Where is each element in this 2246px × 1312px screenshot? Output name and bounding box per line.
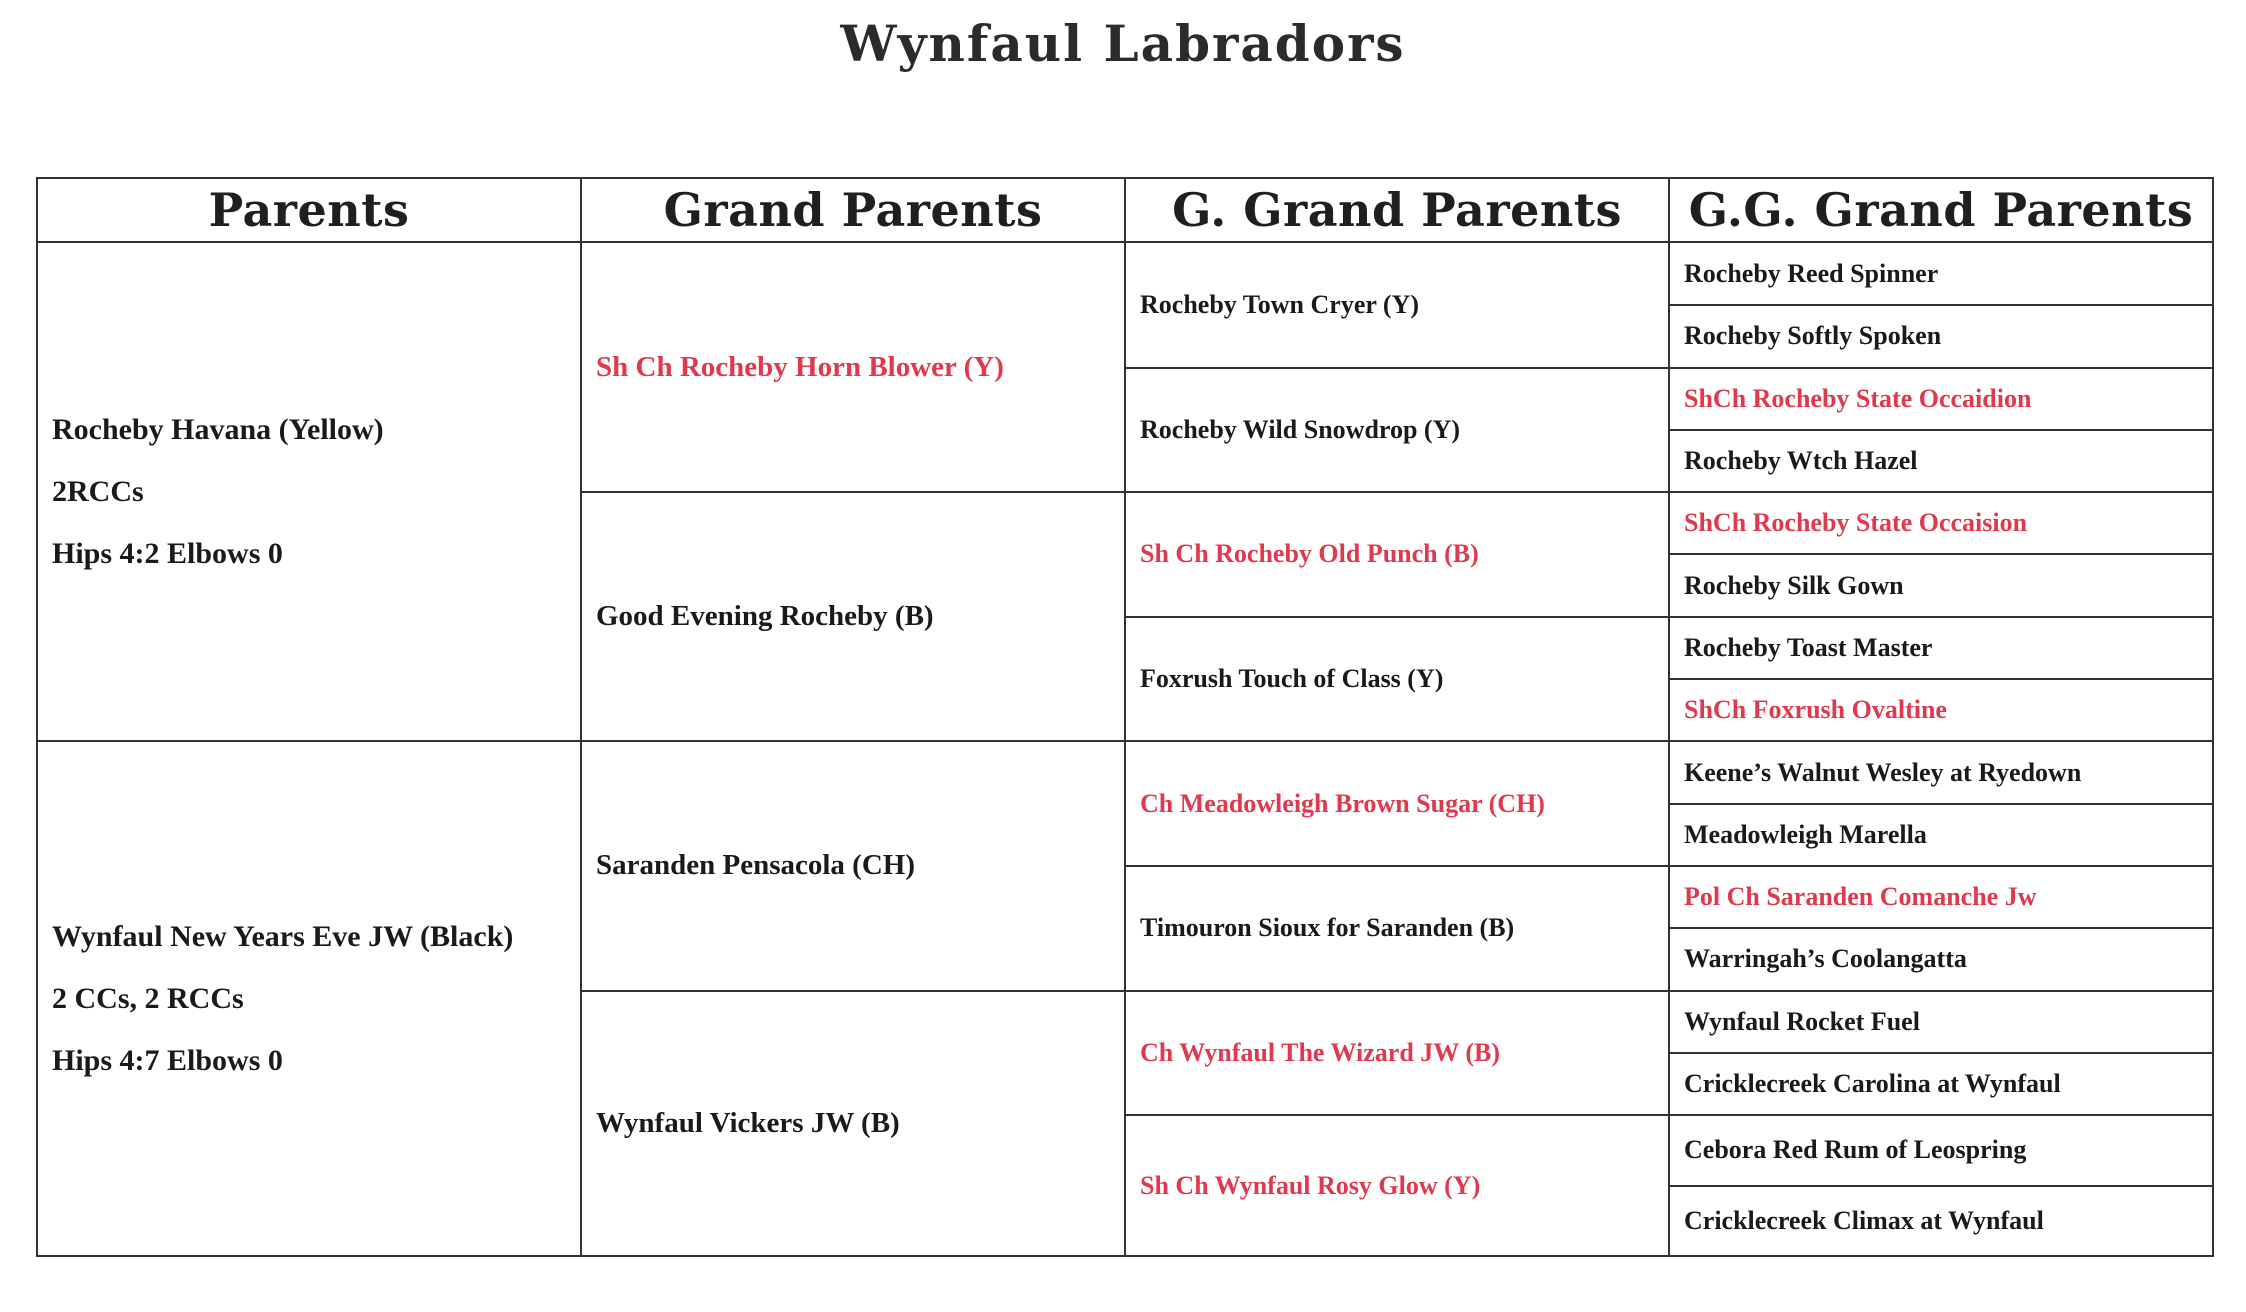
gg-grand-parent-name: Rocheby Wtch Hazel	[1684, 446, 1918, 476]
g-grand-parent	[1125, 866, 1669, 991]
parent-awards: 2RCCs	[52, 474, 144, 508]
parent-sire	[37, 242, 581, 741]
grand-parent-name: Sh Ch Rocheby Horn Blower (Y)	[596, 350, 1004, 383]
gg-grand-parent	[1669, 741, 2213, 803]
g-grand-parent	[1125, 617, 1669, 742]
parent-health: Hips 4:7 Elbows 0	[52, 1043, 283, 1077]
header-grand-parents: Grand Parents	[581, 178, 1125, 242]
grand-parent-name: Wynfaul Vickers JW (B)	[596, 1106, 900, 1139]
gg-grand-parent-name: ShCh Rocheby State Occaidion	[1684, 383, 2032, 413]
gg-grand-parent	[1669, 430, 2213, 492]
gg-grand-parent	[1669, 991, 2213, 1053]
gg-grand-parent-name: Pol Ch Saranden Comanche Jw	[1684, 882, 2037, 912]
g-grand-parent	[1125, 242, 1669, 368]
header-g-grand-parents: G. Grand Parents	[1125, 178, 1669, 242]
g-grand-parent-name: Timouron Sioux for Saranden (B)	[1140, 913, 1515, 943]
gg-grand-parent	[1669, 554, 2213, 616]
gg-grand-parent	[1669, 617, 2213, 679]
grand-parent	[581, 991, 1125, 1256]
g-grand-parent-name: Ch Meadowleigh Brown Sugar (CH)	[1140, 788, 1545, 818]
gg-grand-parent	[1669, 492, 2213, 554]
gg-grand-parent	[1669, 1053, 2213, 1115]
gg-grand-parent-name: ShCh Foxrush Ovaltine	[1684, 695, 1947, 725]
pedigree-table	[36, 177, 2214, 1257]
g-grand-parent	[1125, 741, 1669, 866]
gg-grand-parent-name: Cricklecreek Climax at Wynfaul	[1684, 1205, 2044, 1235]
gg-grand-parent-name: Rocheby Silk Gown	[1684, 570, 1904, 600]
header-parents: Parents	[37, 178, 581, 242]
g-grand-parent-name: Ch Wynfaul The Wizard JW (B)	[1140, 1037, 1500, 1067]
gg-grand-parent-name: Cricklecreek Carolina at Wynfaul	[1684, 1069, 2061, 1098]
gg-grand-parent-name: Wynfaul Rocket Fuel	[1684, 1006, 1920, 1036]
grand-parent-name: Saranden Pensacola (CH)	[596, 849, 915, 882]
g-grand-parent	[1125, 1115, 1669, 1256]
g-grand-parent	[1125, 492, 1669, 617]
gg-grand-parent-name: Cebora Red Rum of Leospring	[1684, 1135, 2027, 1165]
gg-grand-parent	[1669, 1115, 2213, 1185]
gg-grand-parent	[1669, 866, 2213, 928]
gg-grand-parent-name: Keene’s Walnut Wesley at Ryedown	[1684, 757, 2082, 787]
gg-grand-parent-name: ShCh Rocheby State Occaision	[1684, 508, 2028, 538]
parent-name: Rocheby Havana (Yellow)	[52, 412, 384, 446]
gg-grand-parent-name: Rocheby Reed Spinner	[1684, 258, 1939, 288]
grand-parent	[581, 492, 1125, 741]
gg-grand-parent	[1669, 1186, 2213, 1257]
grand-parent-name: Good Evening Rocheby (B)	[596, 600, 934, 633]
header-gg-grand-parents: G.G. Grand Parents	[1669, 178, 2213, 242]
parent-awards: 2 CCs, 2 RCCs	[52, 981, 244, 1015]
g-grand-parent	[1125, 991, 1669, 1116]
gg-grand-parent-name: Rocheby Softly Spoken	[1684, 321, 1942, 351]
gg-grand-parent-name: Meadowleigh Marella	[1684, 819, 1927, 849]
gg-grand-parent	[1669, 679, 2213, 741]
g-grand-parent-name: Sh Ch Rocheby Old Punch (B)	[1140, 539, 1479, 569]
g-grand-parent	[1125, 368, 1669, 493]
gg-grand-parent-name: Rocheby Toast Master	[1684, 632, 1933, 662]
parent-dam	[37, 741, 581, 1256]
g-grand-parent-name: Sh Ch Wynfaul Rosy Glow (Y)	[1140, 1170, 1481, 1200]
gg-grand-parent-name: Warringah’s Coolangatta	[1684, 944, 1967, 974]
grand-parent	[581, 242, 1125, 492]
page-title: Wynfaul Labradors	[840, 14, 1406, 73]
gg-grand-parent	[1669, 305, 2213, 367]
parent-name: Wynfaul New Years Eve JW (Black)	[52, 919, 514, 953]
gg-grand-parent	[1669, 242, 2213, 305]
g-grand-parent-name: Rocheby Wild Snowdrop (Y)	[1140, 414, 1461, 444]
parent-health: Hips 4:2 Elbows 0	[52, 536, 283, 570]
grand-parent	[581, 741, 1125, 990]
gg-grand-parent	[1669, 928, 2213, 990]
g-grand-parent-name: Rocheby Town Cryer (Y)	[1140, 289, 1420, 319]
gg-grand-parent	[1669, 368, 2213, 430]
g-grand-parent-name: Foxrush Touch of Class (Y)	[1140, 664, 1444, 694]
header-row	[37, 178, 2213, 242]
gg-grand-parent	[1669, 804, 2213, 866]
